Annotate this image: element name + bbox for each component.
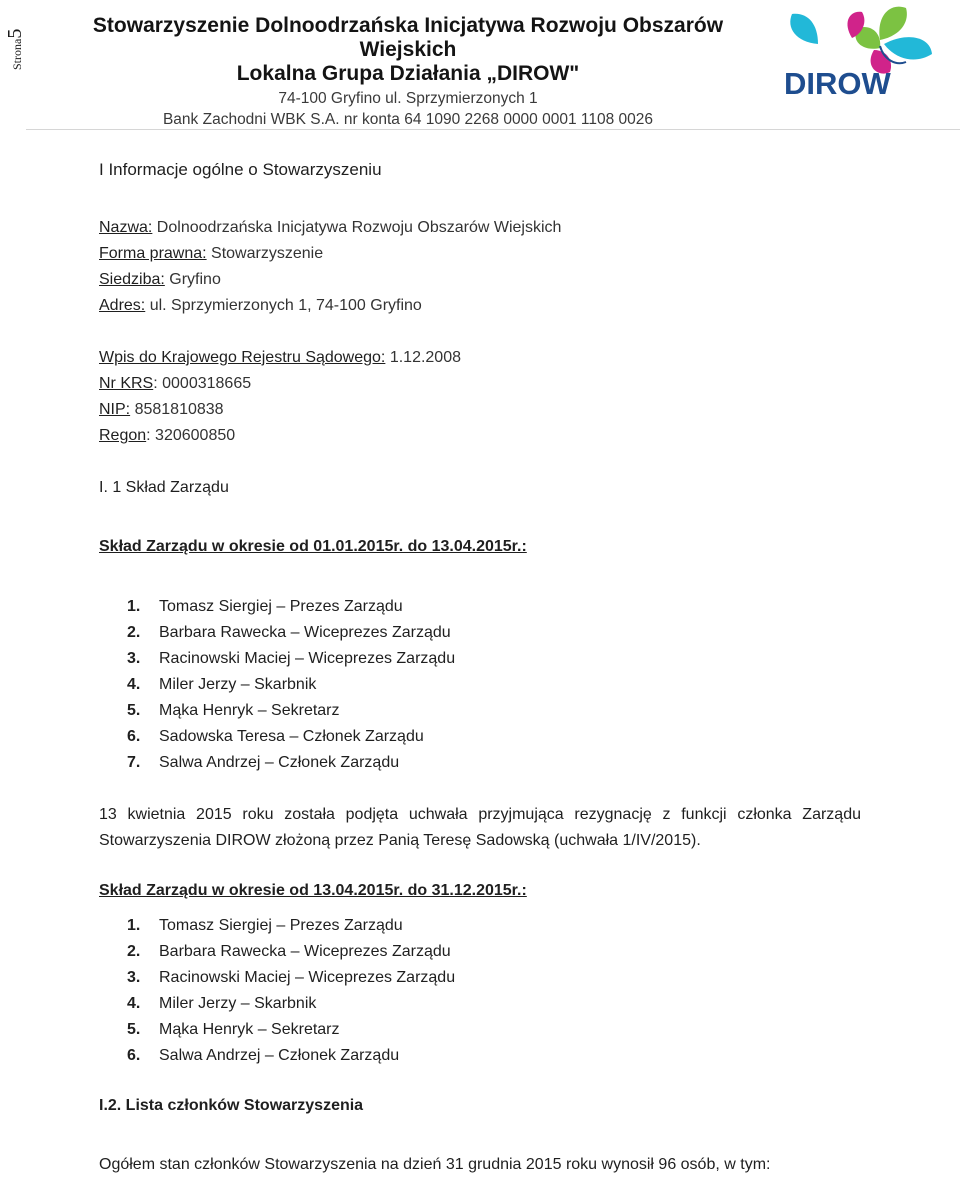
info-forma-prawna xyxy=(99,245,323,263)
logo-wordmark: DIROW xyxy=(784,66,891,101)
list-item: 3. Racinowski Maciej – Wiceprezes Zarządu xyxy=(127,969,456,986)
info-nip xyxy=(99,401,224,419)
org-name: Stowarzyszenie Dolnoodrzańska Inicjatywa Rozwoju Obszarów Wiejskich xyxy=(92,14,724,62)
nazwa-value: Dolnoodrzańska Inicjatywa Rozwoju Obszarów Wiejskich xyxy=(152,219,562,236)
regon-value: : 320600850 xyxy=(146,427,236,444)
info-nazwa xyxy=(99,219,561,237)
page-number-label: Strona xyxy=(10,38,24,70)
list-item: 2. Barbara Rawecka – Wiceprezes Zarządu xyxy=(127,943,451,960)
dirow-logo xyxy=(782,2,942,102)
nip-label: NIP: xyxy=(99,401,131,418)
header-divider xyxy=(26,129,960,130)
subsection-members: I.2. Lista członków Stowarzyszenia xyxy=(99,1097,364,1114)
list-item: 4. Miler Jerzy – Skarbnik xyxy=(127,995,317,1012)
list-item: 1. Tomasz Siergiej – Prezes Zarządu xyxy=(127,917,403,934)
adres-label: Adres: xyxy=(99,297,146,314)
nazwa-label: Nazwa: xyxy=(99,219,153,236)
adres-value: ul. Sprzymierzonych 1, 74-100 Gryfino xyxy=(145,297,422,314)
page-number-value: 5 xyxy=(4,28,26,39)
list-item: 5. Mąka Henryk – Sekretarz xyxy=(127,702,340,719)
list-item: 7. Salwa Andrzej – Członek Zarządu xyxy=(127,754,400,771)
info-krs-registration xyxy=(99,349,461,367)
list-item: 5. Mąka Henryk – Sekretarz xyxy=(127,1021,340,1038)
letterhead xyxy=(48,14,768,129)
info-adres xyxy=(99,297,422,315)
board1-heading: Skład Zarządu w okresie od 01.01.2015r. do 13.04.2015r.: xyxy=(99,538,527,555)
org-bank-account: Bank Zachodni WBK S.A. nr konta 64 1090 2268 0000 0001 1108 0026 xyxy=(162,111,654,129)
info-siedziba xyxy=(99,271,221,289)
list-item: 1. Tomasz Siergiej – Prezes Zarządu xyxy=(127,598,403,615)
list-item: 4. Miler Jerzy – Skarbnik xyxy=(127,676,317,693)
krs-reg-value: 1.12.2008 xyxy=(385,349,461,366)
section-title: I Informacje ogólne o Stowarzyszeniu xyxy=(99,160,382,179)
krs-reg-label: Wpis do Krajowego Rejestru Sądowego: xyxy=(99,349,386,366)
siedziba-label: Siedziba: xyxy=(99,271,165,288)
krs-label: Nr KRS xyxy=(99,375,154,392)
board2-heading: Skład Zarządu w okresie od 13.04.2015r. do 31.12.2015r.: xyxy=(99,882,527,899)
siedziba-value: Gryfino xyxy=(164,271,221,288)
members-total: Ogółem stan członków Stowarzyszenia na dzień 31 grudnia 2015 roku wynosił 96 osób, w tym: xyxy=(99,1156,771,1173)
forma-label: Forma prawna: xyxy=(99,245,207,262)
resignation-note: 13 kwietnia 2015 roku została podjęta uchwała przyjmująca rezygnację z funkcji członka Zarządu Stowarzyszenia DIROW złożoną przez Panią Teresę Sadowską (uchwała 1/IV/2015). xyxy=(99,806,861,849)
board2-list xyxy=(127,916,455,1072)
subsection-board: I. 1 Skład Zarządu xyxy=(99,479,229,496)
list-item: 3. Racinowski Maciej – Wiceprezes Zarządu xyxy=(127,650,456,667)
list-item: 6. Sadowska Teresa – Członek Zarządu xyxy=(127,728,424,745)
regon-label: Regon xyxy=(99,427,147,444)
info-krs xyxy=(99,375,251,393)
board1-list xyxy=(127,597,455,779)
info-regon xyxy=(99,427,235,445)
org-subtitle: Lokalna Grupa Działania „DIROW" xyxy=(236,62,580,86)
krs-value: : 0000318665 xyxy=(153,375,252,392)
nip-value: 8581810838 xyxy=(130,401,224,418)
org-address: 74-100 Gryfino ul. Sprzymierzonych 1 xyxy=(278,90,538,108)
forma-value: Stowarzyszenie xyxy=(206,245,324,262)
page-number xyxy=(4,8,24,68)
clover-icon xyxy=(790,7,932,74)
list-item: 6. Salwa Andrzej – Członek Zarządu xyxy=(127,1047,400,1064)
list-item: 2. Barbara Rawecka – Wiceprezes Zarządu xyxy=(127,624,451,641)
